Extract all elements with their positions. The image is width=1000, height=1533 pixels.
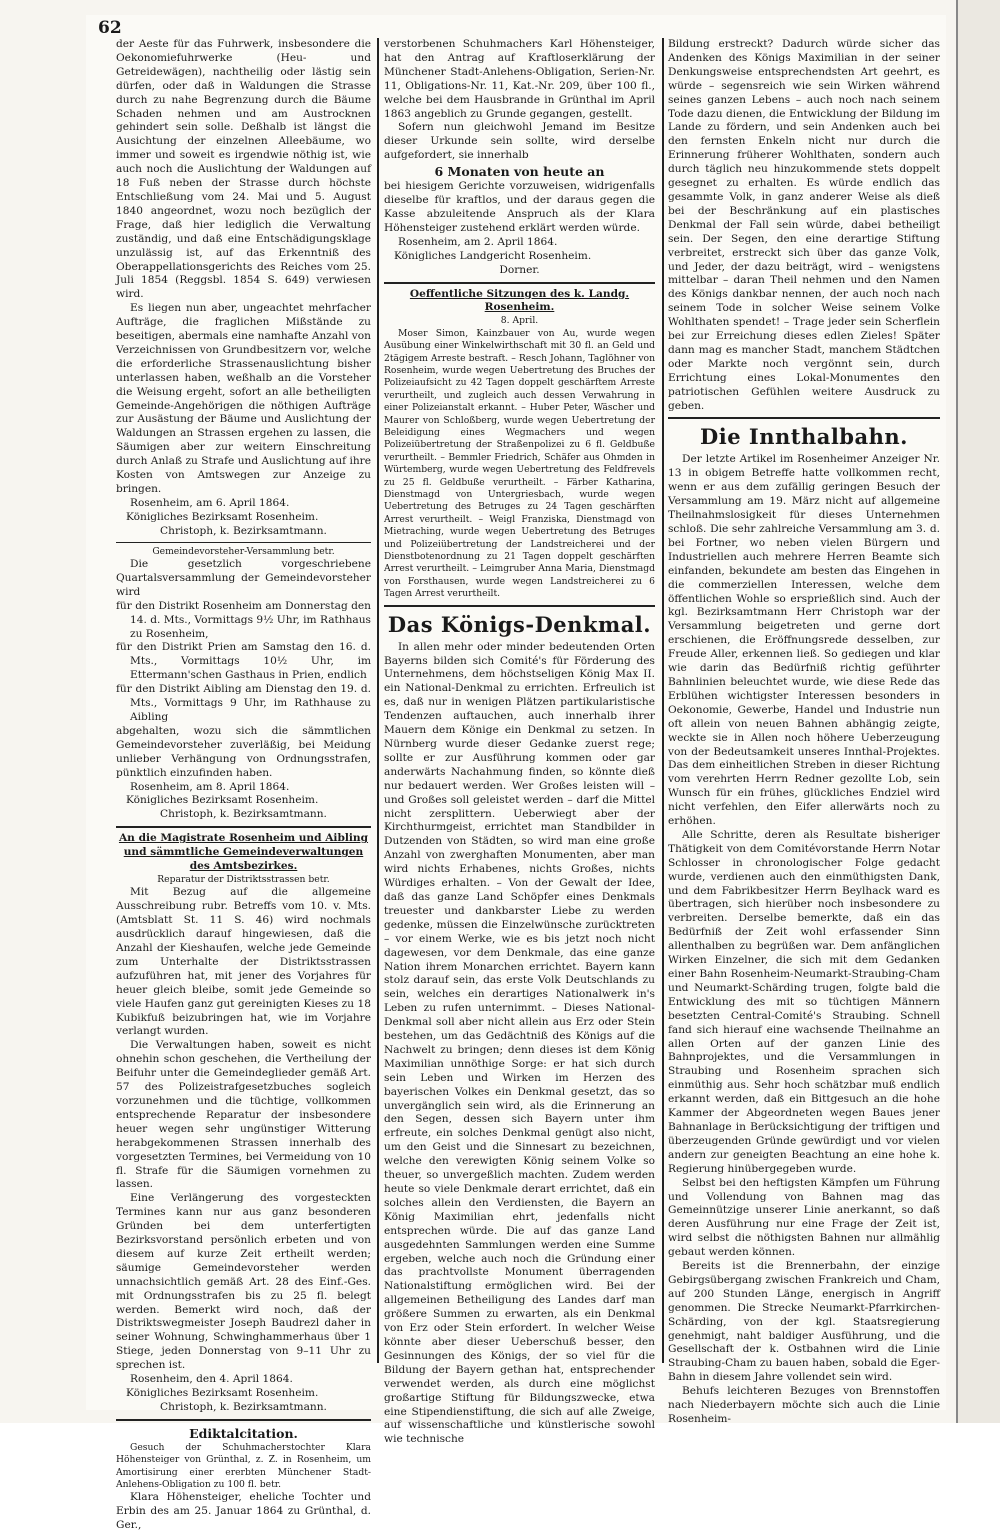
- divider: [116, 1419, 371, 1421]
- paragraph: Behufs leichteren Bezuges von Brennstoffen nach Niederbayern möchte sich auch die Linie Rosenheim-: [668, 1385, 940, 1425]
- notice-subheading: Gesuch der Schuhmacherstochter Klara Höhensteiger von Grünthal, z. Z. in Rosenheim, um Amortisirung einer ererbten Münchener Stadt-Anlehens-Obligation zu 100 fl. betr.: [116, 1441, 371, 1491]
- notice-subheading: Reparatur der Distriktsstrassen betr.: [157, 873, 330, 885]
- paragraph: Bereits ist die Brennerbahn, der einzige Gebirgsübergang zwischen Frankreich und Cham, auf 200 Stunden Länge, energisch in Angriff genommen. Die Strecke Neumarkt-Pfarrkirchen-Schärding, von der kgl. Staatsregierung genehmigt, naht baldiger Ausführung, und die Gesellschaft der k. Ostbahnen wird die Linie Straubing-Cham zu bauen haben, sobald die Eger-Bahn in diesem Jahre vollendet sein wird.: [668, 1260, 940, 1384]
- paragraph: Alle Schritte, deren als Resultate bisheriger Thätigkeit von dem Comitévorstande Herrn Notar Schlosser in chronologischer Folge gedacht wurde, verdienen auch den einmüthigsten Dank, und dem Fabrikbesitzer Herrn Beylhack ward es übertragen, sich hierüber noch insbesondere zu verbreiten. Derselbe bemerkte, daß ein das Bedürfniß der Zeit wohl erfassender Sinn allenthalben zu begrüßen war. Dem anfänglichen Wirken Einzelner, die sich mit dem Gedanken einer Bahn Rosenheim-Neumarkt-Straubing-Cham und Neumarkt-Schärding trugen, folgte bald die Entwicklung des mit so tüchtigen Männern besetzten Central-Comité's Straubing. Schnell fand sich hierauf eine wachsende Theilnahme an allen Orten auf der ganzen Linie des Bahnprojektes, und die Versammlungen in Straubing und Rosenheim sprachen sich einmüthig aus. Sehr hoch schätzbar muß endlich erkannt werden, daß ein Bittgesuch an die hohe Kammer der Abgeordneten wegen Baues jener Bahnanlage in Berücksichtigung der triftigen und überzeugenden Gründe gewürdigt und vor vielen andern zur geneigten Beachtung an eine hohe k. Regierung hinübergegeben wurde.: [668, 828, 940, 1175]
- dateline: Rosenheim, am 2. April 1864.: [398, 235, 558, 248]
- article-title: Das Königs-Denkmal.: [387, 611, 652, 637]
- section-date: 8. April.: [500, 315, 539, 327]
- list-item: für den Distrikt Aibling am Dienstag den 19. d. Mts., Vormittags 9 Uhr, im Rathhause zu Aibling: [116, 683, 371, 723]
- notice-heading: An die Magistrate Rosenheim und Aibling und sämmtliche Gemeindeverwaltungen des Amtsbezirkes.: [118, 832, 369, 873]
- section-heading: Oeffentliche Sitzungen des k. Landg. Rosenheim.: [409, 287, 630, 314]
- paragraph: Die Verwaltungen haben, soweit es nicht ohnehin schon geschehen, die Vertheilung der Beifuhr unter die Gemeindeglieder gemäß Art. 57 des Polizeistrafgesetzbuches sogleich vorzunehmen und die tüchtige, vollkommen entsprechende Reparatur der insbesondere heuer wegen sehr ungünstiger Witterung herabgekommenen Strassen innerhalb des vorgesetzten Termines, bei Vermeidung von 10 fl. Strafe für die Säumigen vornehmen zu lassen.: [116, 1039, 371, 1191]
- divider: [668, 417, 940, 419]
- paragraph: Moser Simon, Kainzbauer von Au, wurde wegen Ausübung einer Winkelwirthschaft mit 30 fl. an Geld und 2tägigem Arreste bestraft. – Resch Johann, Taglöhner von Rosenheim, wurde wegen Uebertretung des Bruches der Polizeiaufsicht zu 42 Tagen doppelt geschärftem Arreste verurtheilt, und zugleich auch dessen Verwahrung in einer Polizeianstalt erkannt. – Huber Peter, Wäscher und Maurer von Schloßberg, wurde wegen Uebertretung der Beleidigung eines Wegmachers und wegen Polizeiübertretung der Straßenpolizei zu 6 fl. Geldbuße verurtheilt. – Bemmler Friedrich, Schäfer aus Ohmden in Würtemberg, wurde wegen Uebertretung des Feldfrevels zu 25 fl. Geldbuße verurtheilt. – Färber Katharina, Dienstmagd von Untergriesbach, wurde wegen Uebertretung des Betruges zu 24 Tagen geschärften Arrest verurtheilt. – Weigl Franziska, Dienstmagd von Mietraching, wurde wegen Uebertretung des Betruges und Polizeiübertretung der Landstreicherei und der Dienstbotenordnung zu 21 Tagen doppelt geschärften Arrest verurtheilt. – Leimgruber Anna Maria, Dienstmagd von Forsthausen, wurde wegen Landstreicherei zu 6 Tagen Arrest verurtheilt.: [384, 327, 655, 600]
- paragraph: der Aeste für das Fuhrwerk, insbesondere die Oekonomiefuhrwerke (Heu- und Getreidewägen), nachtheilig oder lästig sein dürfen, oder daß in Waldungen die Strasse durch zu nahe Begrenzung durch die Bäume Schaden nehmen und am Austrocknen gehindert sein solle. Deßhalb ist längst die Ausichtung der einzelnen Alleebäume, wo immer und soweit es irgendwie nöthig ist, wie auch noch die Auslichtung der Waldungen auf 18 Fuß neben der Strasse durch höchste Entschließung vom 24. Mai und 5. August 1840 angeordnet, wozu noch bezüglich der Frage, daß hier lediglich die Verwaltung zuständig, und daß eine Entschädigungsklage unzulässig ist, auf das Erkenntniß des Oberappellationsgerichts des Reiches vom 25. Juli 1854 (Reggsbl. 1854 S. 649) verwiesen wird.: [116, 38, 371, 301]
- paragraph: In allen mehr oder minder bedeutenden Orten Bayerns bilden sich Comité's für Förderung des Unternehmens, dem höchstseligen König Max II. ein National-Denkmal zu errichten. Erfreulich ist es, daß nur in wenigen Plätzen partikularistische Tendenzen auftauchen, auch innerhalb ihrer Mauern dem Könige ein Denkmal zu setzen. In Nürnberg wurde dieser Gedanke zuerst rege; sollte er zur Ausführung kommen oder gar anderwärts Nachahmung finden, so könnte dieß nur bedauert werden. Wer Großes leisten will – und Großes soll geleistet werden – darf die Mittel nicht zersplittern. Ueberwiegt aber der Kirchthurmgeist, errichtet man Standbilder in Dutzenden von Städten, so wird man eine große Anzahl von zwerghaften Monumenten, aber man wird nichts Erhabenes, nichts Großes, nichts Würdiges erhalten. – Von der Gewalt der Idee, daß das ganze Land Schöpfer eines Denkmals treuester und dankbarster Liebe zu werden gedenke, müssen die Einzelwünsche zurücktreten – vor einem Werke, wie es bis jetzt noch nicht dagewesen, vor dem Denkmale, das eine ganze Nation ihrem Monarchen errichtet. Bayern kann stolz darauf sein, das erste Volk Deutschlands zu sein, welches ein derartiges Nationalwerk in's Leben zu rufen unternimmt. – Dieses National-Denkmal soll aber nicht allein aus Erz oder Stein bestehen, um das Gedächtniß des Königs auf die Nachwelt zu bringen; denn dieses ist dem König Maximilian unnöthige Sorge: er hat sich durch sein Leben und Wirken im Herzen des bayerischen Volkes ein Denkmal gesetzt, das so unvergänglich sein wird, als die Erinnerung an den Segen, dessen sich Bayern unter ihm erfreute, ein solches Denkmal genügt also nicht, um den Geist und die Sinnesart zu bezeichnen, welche den verewigten König seinem Volke so theuer, so unvergeßlich machten. Zudem werden heute so viele Denkmale derart errichtet, daß ein solches allein den Verdiensten, die Bayern an König Maximilian ehrt, jedenfalls nicht entsprechen würde. Die auf das ganze Land ausgedehnten Sammlungen werden eine Summe ergeben, welche auch noch die Gründung einer das prachtvollste Monument überragenden Nationalstiftung ermöglichen wird. Bei der allgemeinen Betheiligung des Landes darf man größere Summen zu erwarten, als ein Denkmal von Erz oder Stein erfordert. In welcher Weise könnte aber dieser Ueberschuß besser, den Gesinnungen des Königs, der so viel für die Bildung der Bayern gethan hat, entsprechender verwendet werden, als durch eine möglichst großartige Stiftung für Bildungszwecke, etwa eine Stipendienstiftung, die sich auf alle Zweige, auf wissenschaftliche und künstlerische sowohl wie technische: [384, 640, 655, 1446]
- dateline: Rosenheim, den 4. April 1864.: [130, 1373, 293, 1386]
- paragraph: Klara Höhensteiger, eheliche Tochter und Erbin des am 25. Januar 1864 zu Grünthal, d. Ger.,: [116, 1491, 371, 1532]
- dateline: Rosenheim, am 8. April 1864.: [130, 780, 290, 793]
- signature: Dorner.: [499, 263, 540, 276]
- signature: Christoph, k. Bezirksamtmann.: [160, 1400, 327, 1413]
- office-name: Königliches Landgericht Rosenheim.: [394, 249, 592, 262]
- paragraph: bei hiesigem Gerichte vorzuweisen, widrigenfalls dieselbe für kraftlos, und der daraus gegen die Kasse abzuleitende Anspruch als der Klara Höhensteiger zustehend erklärt werden würde.: [384, 180, 655, 234]
- divider: [384, 605, 655, 607]
- column-rule: [377, 38, 379, 1363]
- signature: Christoph, k. Bezirksamtmann.: [160, 524, 327, 537]
- page-number: 62: [98, 18, 122, 38]
- paragraph: verstorbenen Schuhmachers Karl Höhensteiger, hat den Antrag auf Kraftloserklärung der Münchener Stadt-Anlehens-Obligation, Serien-Nr. 11, Obligations-Nr. 11, Kat.-Nr. 209, über 100 fl., welche bei dem Hausbrande in Grünthal im April 1863 angeblich zu Grunde gegangen, gestellt.: [384, 38, 655, 120]
- column-1: [116, 38, 371, 1533]
- divider: [384, 282, 655, 284]
- column-rule: [662, 38, 664, 1363]
- paragraph: Sofern nun gleichwohl Jemand im Besitze dieser Urkunde sein sollte, wird derselbe aufgefordert, sie innerhalb: [384, 121, 655, 162]
- paragraph: abgehalten, wozu sich die sämmtlichen Gemeindevorsteher zuverläßig, bei Meidung unlieber Verhängung von Ordnungsstrafen, pünktlich einzufinden haben.: [116, 724, 371, 779]
- column-3: [668, 38, 940, 1427]
- divider: [116, 542, 371, 543]
- notice-heading: Gemeindevorsteher-Versammlung betr.: [152, 545, 335, 557]
- paragraph: Selbst bei den heftigsten Kämpfen um Führung und Vollendung von Bahnen mag das Gemeinnützige unserer Linie anerkannt, so daß deren Ausführung nur eine Frage der Zeit ist, wird selbst die nöthigsten Bahnen nur allmählig gebaut werden können.: [668, 1176, 940, 1259]
- column-2: [384, 38, 655, 1447]
- list-item: für den Distrikt Prien am Samstag den 16. d. Mts., Vormittags 10½ Uhr, im Ettermann'schen Gasthaus in Prien, endlich: [116, 641, 371, 682]
- office-name: Königliches Bezirksamt Rosenheim.: [126, 510, 319, 523]
- office-name: Königliches Bezirksamt Rosenheim.: [126, 794, 319, 807]
- paragraph: Eine Verlängerung des vorgesteckten Termines kann nur aus ganz besonderen Gründen bei dem unterfertigten Bezirksvorstand persönlich erbeten und von diesem auf kurze Zeit ertheilt werden; säumige Gemeindevorsteher werden unnachsichtlich gemäß Art. 28 des Einf.-Ges. mit Ordnungsstrafen bis zu 25 fl. belegt werden. Bemerkt wird noch, daß der Distriktswegmeister Joseph Baudrezl daher in seiner Wohnung, Schwinghammerhaus über 1 Stiege, jeden Donnerstag von 9–11 Uhr zu sprechen ist.: [116, 1192, 371, 1372]
- deadline-heading: 6 Monaten von heute an: [434, 164, 605, 180]
- signature: Christoph, k. Bezirksamtmann.: [160, 808, 327, 821]
- paragraph: Der letzte Artikel im Rosenheimer Anzeiger Nr. 13 in obigem Betreffe hatte vollkommen recht, wenn er aus dem zufällig geringen Besuch der Versammlung am 19. März nicht auf allgemeine Theilnahmslosigkeit für dieses Unternehmen schloß. Die sehr zahlreiche Versammlung am 3. d. bei Fortner, wo neben vielen Bürgern und Industriellen auch mehrere Herren Beamte sich einfanden, bekundete am besten das Eingehen in die commerziellen Interessen, welche dem öffentlichen Wohle so ersprießlich sind. Auch der kgl. Bezirksamtmann Herr Christoph war der Versammlung beigetreten und gerne dort erschienen, die Eröffnungsrede desselben, zur Freude Aller, erkennen ließ. So gediegen und klar wie darin das Bedürfniß richtig geführter Bahnlinien beleuchtet wurde, wie diese Rede das Erblühen wichtigster Interessen besonders in Oekonomie, Gewerbe, Handel und Industrie nun oft allein von neuen Bahnen abhängig zeigte, weckte sie in Allen noch höhere Ueberzeugung von der Bedeutsamkeit unseres Innthal-Projektes. Das dem einheitlichen Streben in dieser Richtung vom verehrten Herrn Redner gezollte Lob, sein Wunsch für ein frühes, glückliches Endziel wird nicht verfehlen, den Eifer allerwärts noch zu erhöhen.: [668, 453, 940, 828]
- divider: [116, 826, 371, 828]
- paragraph: Es liegen nun aber, ungeachtet mehrfacher Aufträge, die fraglichen Mißstände zu beseitigen, abermals eine namhafte Anzahl von Verzeichnissen von Grundbesitzern vor, welche die erforderliche Strassenauslichtung bisher unterlassen haben, weßhalb an die Vorsteher die Weisung ergeht, sofort an alle betheiligten Gemeinde-Angehörigen die nöthigen Aufträge zur Ausästung der Bäume und Auslichtung der Waldungen an Strassen ergehen zu lassen, die Säumigen aber zur weitern Einschreitung durch Anlaß zu Strafe und Auslichtung auf ihre Kosten von Amtswegen zur Anzeige zu bringen.: [116, 302, 371, 495]
- list-item: für den Distrikt Rosenheim am Donnerstag den 14. d. Mts., Vormittags 9½ Uhr, im Rathhaus zu Rosenheim,: [116, 599, 371, 640]
- notice-heading: Ediktalcitation.: [189, 1425, 298, 1441]
- paragraph: Mit Bezug auf die allgemeine Ausschreibung rubr. Betreffs vom 10. v. Mts. (Amtsblatt St. 11 S. 46) wird nochmals ausdrücklich darauf hingewiesen, daß die Anzahl der Kieshaufen, welche jede Gemeinde zum Unterhalte der Distriktsstrassen aufzuführen hat, mit jener des Vorjahres für heuer gleich bleibe, somit jede Gemeinde so viele Haufen ganz gut gereinigten Kieses zu 18 Kubikfuß beizubringen hat, wie im Vorjahre verlangt wurden.: [116, 886, 371, 1038]
- book-edge: [956, 0, 1000, 1423]
- article-title: Die Innthalbahn.: [700, 424, 908, 450]
- paragraph: Die gesetzlich vorgeschriebene Quartalsversammlung der Gemeindevorsteher wird: [116, 558, 371, 598]
- paragraph: Bildung erstreckt? Dadurch würde sicher das Andenken des Königs Maximilian in der seiner Denkungsweise entsprechendsten Art geehrt, es würde – segensreich wie sein Wirken während seines ganzen Lebens – auch noch nach seinem Tode dazu dienen, die Entwicklung der Bildung im Lande zu fördern, und sein Andenken auch bei den fernsten Enkeln nicht nur durch die Erinnerung früherer Wohlthaten, sondern auch durch täglich neu hinzukommende stets doppelt gesegnet zu erhalten. Es würde endlich das gesammte Volk, in ganz anderer Weise als dieß bei der Beschränkung auf ein plastisches Denkmal der Fall sein würde, dabei betheiligt sein. Der Segen, den eine derartige Stiftung verbreitet, erstreckt sich über das ganze Volk, und Jeder, der dazu beiträgt, wird – wenigstens mittelbar – daran Theil nehmen und den Namen des Königs dankbar nennen, der auch noch nach seinem Tode in solcher Weise seinem Volke Wohlthaten spendet! – Trage jeder sein Scherflein bei zur Erreichung dieses edlen Zieles! Später dann mag es mancher Stadt, manchem Städtchen oder Markte noch vergönnt sein, durch Errichtung eines Lokal-Monumentes den patriotischen Gefühlen weitere Ausdruck zu geben.: [668, 38, 940, 412]
- office-name: Königliches Bezirksamt Rosenheim.: [126, 1387, 319, 1399]
- dateline: Rosenheim, am 6. April 1864.: [130, 496, 290, 509]
